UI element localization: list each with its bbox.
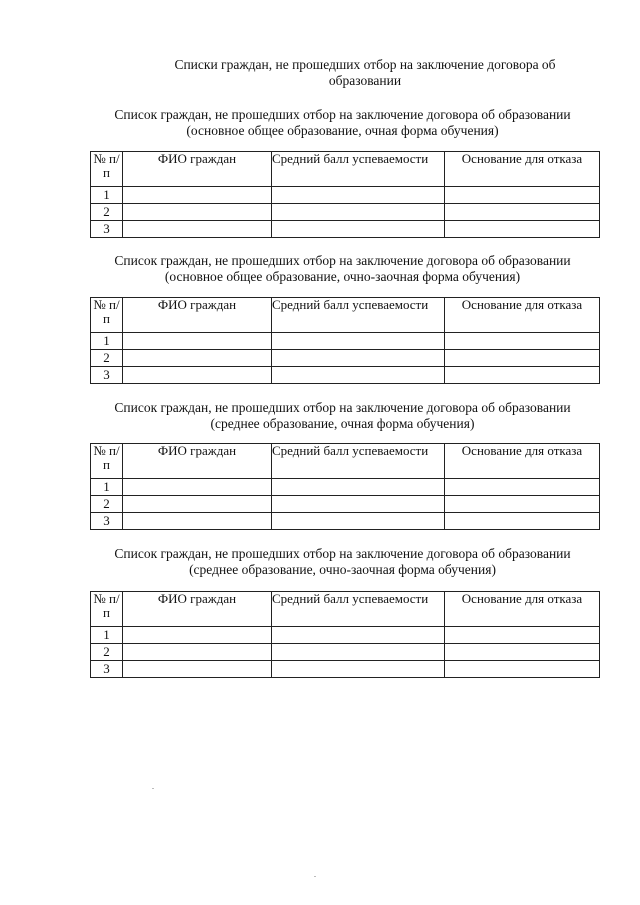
section-heading-3 bbox=[90, 400, 595, 432]
table-row bbox=[91, 661, 600, 678]
header-fio: ФИО граждан bbox=[123, 298, 272, 333]
table-row bbox=[91, 187, 600, 204]
header-reason: Основание для отказа bbox=[445, 444, 600, 479]
section-heading-4 bbox=[90, 546, 595, 578]
header-score: Средний балл успеваемости bbox=[272, 592, 445, 627]
reason-cell[interactable] bbox=[445, 496, 600, 513]
row-number: 1 bbox=[91, 187, 123, 204]
section-subtitle: (среднее образование, очно-заочная форма обучения) bbox=[189, 562, 496, 577]
reason-cell[interactable] bbox=[445, 350, 600, 367]
table-row bbox=[91, 221, 600, 238]
fio-cell[interactable] bbox=[123, 204, 272, 221]
header-reason: Основание для отказа bbox=[445, 298, 600, 333]
header-score: Средний балл успеваемости bbox=[272, 152, 445, 187]
row-number: 1 bbox=[91, 627, 123, 644]
fio-cell[interactable] bbox=[123, 367, 272, 384]
reason-cell[interactable] bbox=[445, 513, 600, 530]
table-header-row bbox=[91, 298, 600, 333]
reason-cell[interactable] bbox=[445, 661, 600, 678]
row-number: 3 bbox=[91, 221, 123, 238]
reason-cell[interactable] bbox=[445, 644, 600, 661]
fio-cell[interactable] bbox=[123, 496, 272, 513]
fio-cell[interactable] bbox=[123, 350, 272, 367]
table-header-row bbox=[91, 152, 600, 187]
header-num: № п/п bbox=[91, 592, 123, 627]
section-title: Список граждан, не прошедших отбор на заключение договора об образовании bbox=[114, 107, 571, 122]
section-subtitle: (основное общее образование, очная форма обучения) bbox=[186, 123, 499, 138]
reason-cell[interactable] bbox=[445, 187, 600, 204]
header-fio: ФИО граждан bbox=[123, 444, 272, 479]
score-cell[interactable] bbox=[272, 496, 445, 513]
table-header-row bbox=[91, 592, 600, 627]
score-cell[interactable] bbox=[272, 333, 445, 350]
table-row bbox=[91, 496, 600, 513]
fio-cell[interactable] bbox=[123, 644, 272, 661]
score-cell[interactable] bbox=[272, 479, 445, 496]
section-subtitle: (основное общее образование, очно-заочная форма обучения) bbox=[164, 269, 521, 284]
table-row bbox=[91, 479, 600, 496]
score-cell[interactable] bbox=[272, 627, 445, 644]
refusal-table-3 bbox=[90, 443, 600, 530]
score-cell[interactable] bbox=[272, 513, 445, 530]
fio-cell[interactable] bbox=[123, 513, 272, 530]
document-title: Списки граждан, не прошедших отбор на заключение договора об образовании bbox=[174, 57, 556, 88]
table-row bbox=[91, 333, 600, 350]
table-row bbox=[91, 204, 600, 221]
score-cell[interactable] bbox=[272, 644, 445, 661]
row-number: 1 bbox=[91, 333, 123, 350]
table-row bbox=[91, 644, 600, 661]
score-cell[interactable] bbox=[272, 350, 445, 367]
reason-cell[interactable] bbox=[445, 367, 600, 384]
scan-speck bbox=[152, 788, 154, 789]
score-cell[interactable] bbox=[272, 204, 445, 221]
reason-cell[interactable] bbox=[445, 221, 600, 238]
reason-cell[interactable] bbox=[445, 333, 600, 350]
section-heading-1 bbox=[90, 107, 595, 139]
row-number: 2 bbox=[91, 204, 123, 221]
reason-cell[interactable] bbox=[445, 479, 600, 496]
section-heading-2 bbox=[90, 253, 595, 285]
header-score: Средний балл успеваемости bbox=[272, 298, 445, 333]
header-num: № п/п bbox=[91, 298, 123, 333]
fio-cell[interactable] bbox=[123, 187, 272, 204]
table-row bbox=[91, 627, 600, 644]
row-number: 1 bbox=[91, 479, 123, 496]
score-cell[interactable] bbox=[272, 187, 445, 204]
header-fio: ФИО граждан bbox=[123, 152, 272, 187]
section-title: Список граждан, не прошедших отбор на заключение договора об образовании bbox=[114, 253, 571, 268]
header-num: № п/п bbox=[91, 152, 123, 187]
refusal-table-1 bbox=[90, 151, 600, 238]
section-title: Список граждан, не прошедших отбор на заключение договора об образовании bbox=[114, 546, 571, 561]
fio-cell[interactable] bbox=[123, 221, 272, 238]
row-number: 3 bbox=[91, 367, 123, 384]
fio-cell[interactable] bbox=[123, 627, 272, 644]
header-num: № п/п bbox=[91, 444, 123, 479]
row-number: 3 bbox=[91, 513, 123, 530]
header-score: Средний балл успеваемости bbox=[272, 444, 445, 479]
score-cell[interactable] bbox=[272, 221, 445, 238]
fio-cell[interactable] bbox=[123, 479, 272, 496]
score-cell[interactable] bbox=[272, 367, 445, 384]
fio-cell[interactable] bbox=[123, 661, 272, 678]
section-subtitle: (среднее образование, очная форма обучения) bbox=[210, 416, 475, 431]
table-row bbox=[91, 513, 600, 530]
row-number: 2 bbox=[91, 644, 123, 661]
scan-speck bbox=[314, 876, 316, 877]
row-number: 2 bbox=[91, 350, 123, 367]
refusal-table-4 bbox=[90, 591, 600, 678]
refusal-table-2 bbox=[90, 297, 600, 384]
header-reason: Основание для отказа bbox=[445, 152, 600, 187]
header-fio: ФИО граждан bbox=[123, 592, 272, 627]
score-cell[interactable] bbox=[272, 661, 445, 678]
fio-cell[interactable] bbox=[123, 333, 272, 350]
row-number: 3 bbox=[91, 661, 123, 678]
table-row bbox=[91, 350, 600, 367]
reason-cell[interactable] bbox=[445, 627, 600, 644]
table-header-row bbox=[91, 444, 600, 479]
reason-cell[interactable] bbox=[445, 204, 600, 221]
section-title: Список граждан, не прошедших отбор на заключение договора об образовании bbox=[114, 400, 571, 415]
table-row bbox=[91, 367, 600, 384]
header-reason: Основание для отказа bbox=[445, 592, 600, 627]
row-number: 2 bbox=[91, 496, 123, 513]
